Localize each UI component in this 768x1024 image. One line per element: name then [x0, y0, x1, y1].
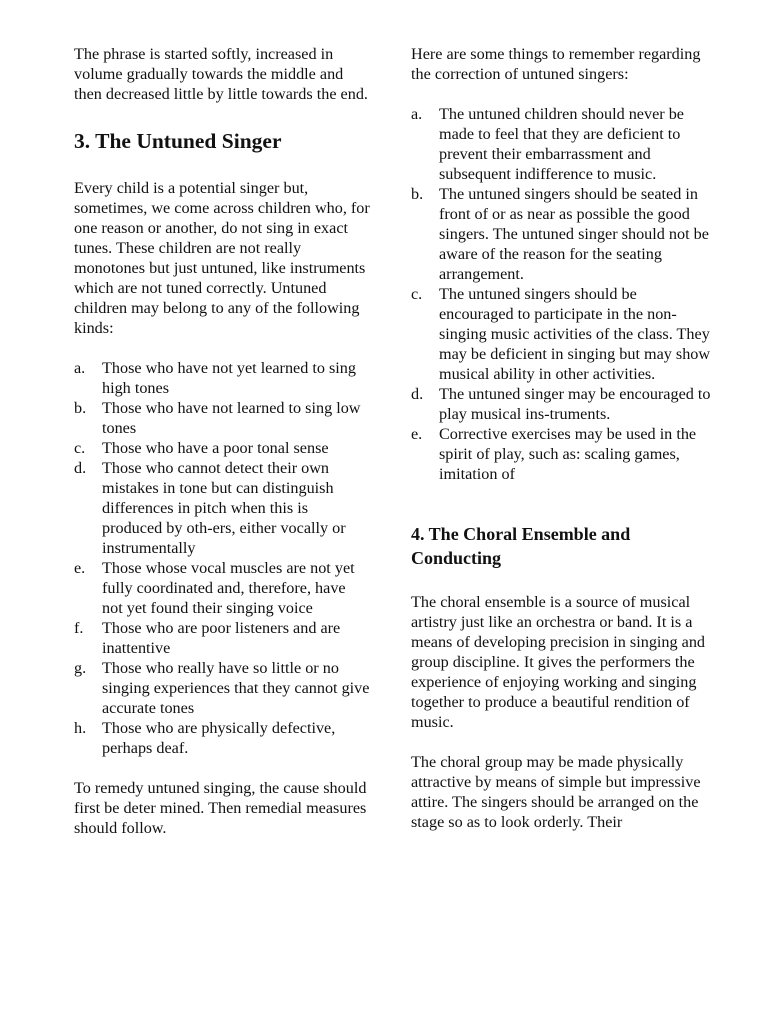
list-item — [74, 618, 370, 658]
list-marker: a. — [411, 105, 423, 123]
list-marker: g. — [74, 659, 87, 677]
right-column — [411, 44, 711, 832]
list-item — [74, 438, 370, 458]
list-item-text: Those who have not learned to sing low tones — [102, 399, 361, 437]
list-item — [411, 384, 711, 424]
list-marker: e. — [411, 425, 423, 443]
left-column — [74, 44, 370, 838]
choral-ensemble-paragraph: The choral ensemble is a source of musical artistry just like an orchestra or band. It is a means of developing precision in singing and group discipline. It gives the performers the experience of enjoying working and singing together to produce a beautiful rendition of music. — [411, 593, 706, 731]
list-item-text: Those who are physically defective, perhaps deaf. — [102, 719, 336, 757]
list-item-text: Those who really have so little or no singing experiences that they cannot give accurate tones — [102, 659, 370, 717]
list-item — [74, 558, 370, 618]
list-item — [74, 718, 370, 758]
list-item — [411, 184, 711, 284]
list-item — [74, 358, 370, 398]
list-item-text: Corrective exercises may be used in the spirit of play, such as: scaling games, imitation of — [439, 425, 697, 483]
list-marker: d. — [74, 459, 87, 477]
list-marker: b. — [74, 399, 87, 417]
list-item-text: The untuned singers should be encouraged to participate in the non-singing music activities of the class. They may be deficient in singing but may show musical ability in other activities. — [439, 285, 711, 383]
section-4-heading: 4. The Choral Ensemble and Conducting — [411, 524, 631, 568]
list-item — [74, 458, 370, 558]
untuned-kinds-list — [74, 358, 370, 758]
list-item-text: Those who cannot detect their own mistakes in tone but can distinguish differences in pitch when this is produced by oth-ers, either vocally or instrumentally — [102, 459, 346, 557]
list-item-text: Those who have a poor tonal sense — [102, 439, 329, 457]
list-marker: d. — [411, 385, 424, 403]
list-marker: c. — [74, 439, 86, 457]
right-intro-paragraph: Here are some things to remember regarding the correction of untuned singers: — [411, 45, 701, 83]
list-marker: b. — [411, 185, 424, 203]
list-item — [411, 424, 711, 484]
list-item — [74, 658, 370, 718]
list-item-text: The untuned singer may be encouraged to play musical ins-truments. — [439, 385, 711, 423]
list-item-text: Those whose vocal muscles are not yet fully coordinated and, therefore, have not yet found their singing voice — [102, 559, 355, 617]
correction-tips-list — [411, 104, 711, 484]
list-marker: c. — [411, 285, 423, 303]
list-item-text: The untuned singers should be seated in front of or as near as possible the good singers. The untuned singer should not be aware of the reason for the seating arrangement. — [439, 185, 709, 283]
list-marker: e. — [74, 559, 86, 577]
left-intro-paragraph: The phrase is started softly, increased in volume gradually towards the middle and then decreased little by little towards the end. — [74, 45, 368, 103]
list-item-text: The untuned children should never be made to feel that they are deficient to prevent their embarrassment and subsequent indifference to music. — [439, 105, 684, 183]
list-item — [411, 104, 711, 184]
choral-group-paragraph: The choral group may be made physically attractive by means of simple but impressive attire. The singers should be arranged on the stage so as to look orderly. Their — [411, 753, 701, 831]
section-3-heading: 3. The Untuned Singer — [74, 129, 282, 153]
remedy-paragraph: To remedy untuned singing, the cause should first be deter mined. Then remedial measures should follow. — [74, 779, 367, 837]
list-item — [74, 398, 370, 438]
list-item — [411, 284, 711, 384]
list-marker: a. — [74, 359, 86, 377]
list-item-text: Those who have not yet learned to sing high tones — [102, 359, 356, 397]
list-marker: h. — [74, 719, 87, 737]
list-item-text: Those who are poor listeners and are inattentive — [102, 619, 341, 657]
untuned-singer-paragraph: Every child is a potential singer but, sometimes, we come across children who, for one reason or another, do not sing in exact tunes. These children are not really monotones but just untuned, like instruments which are not tuned correctly. Untuned children may belong to any of the following kinds: — [74, 179, 370, 337]
list-marker: f. — [74, 619, 84, 637]
